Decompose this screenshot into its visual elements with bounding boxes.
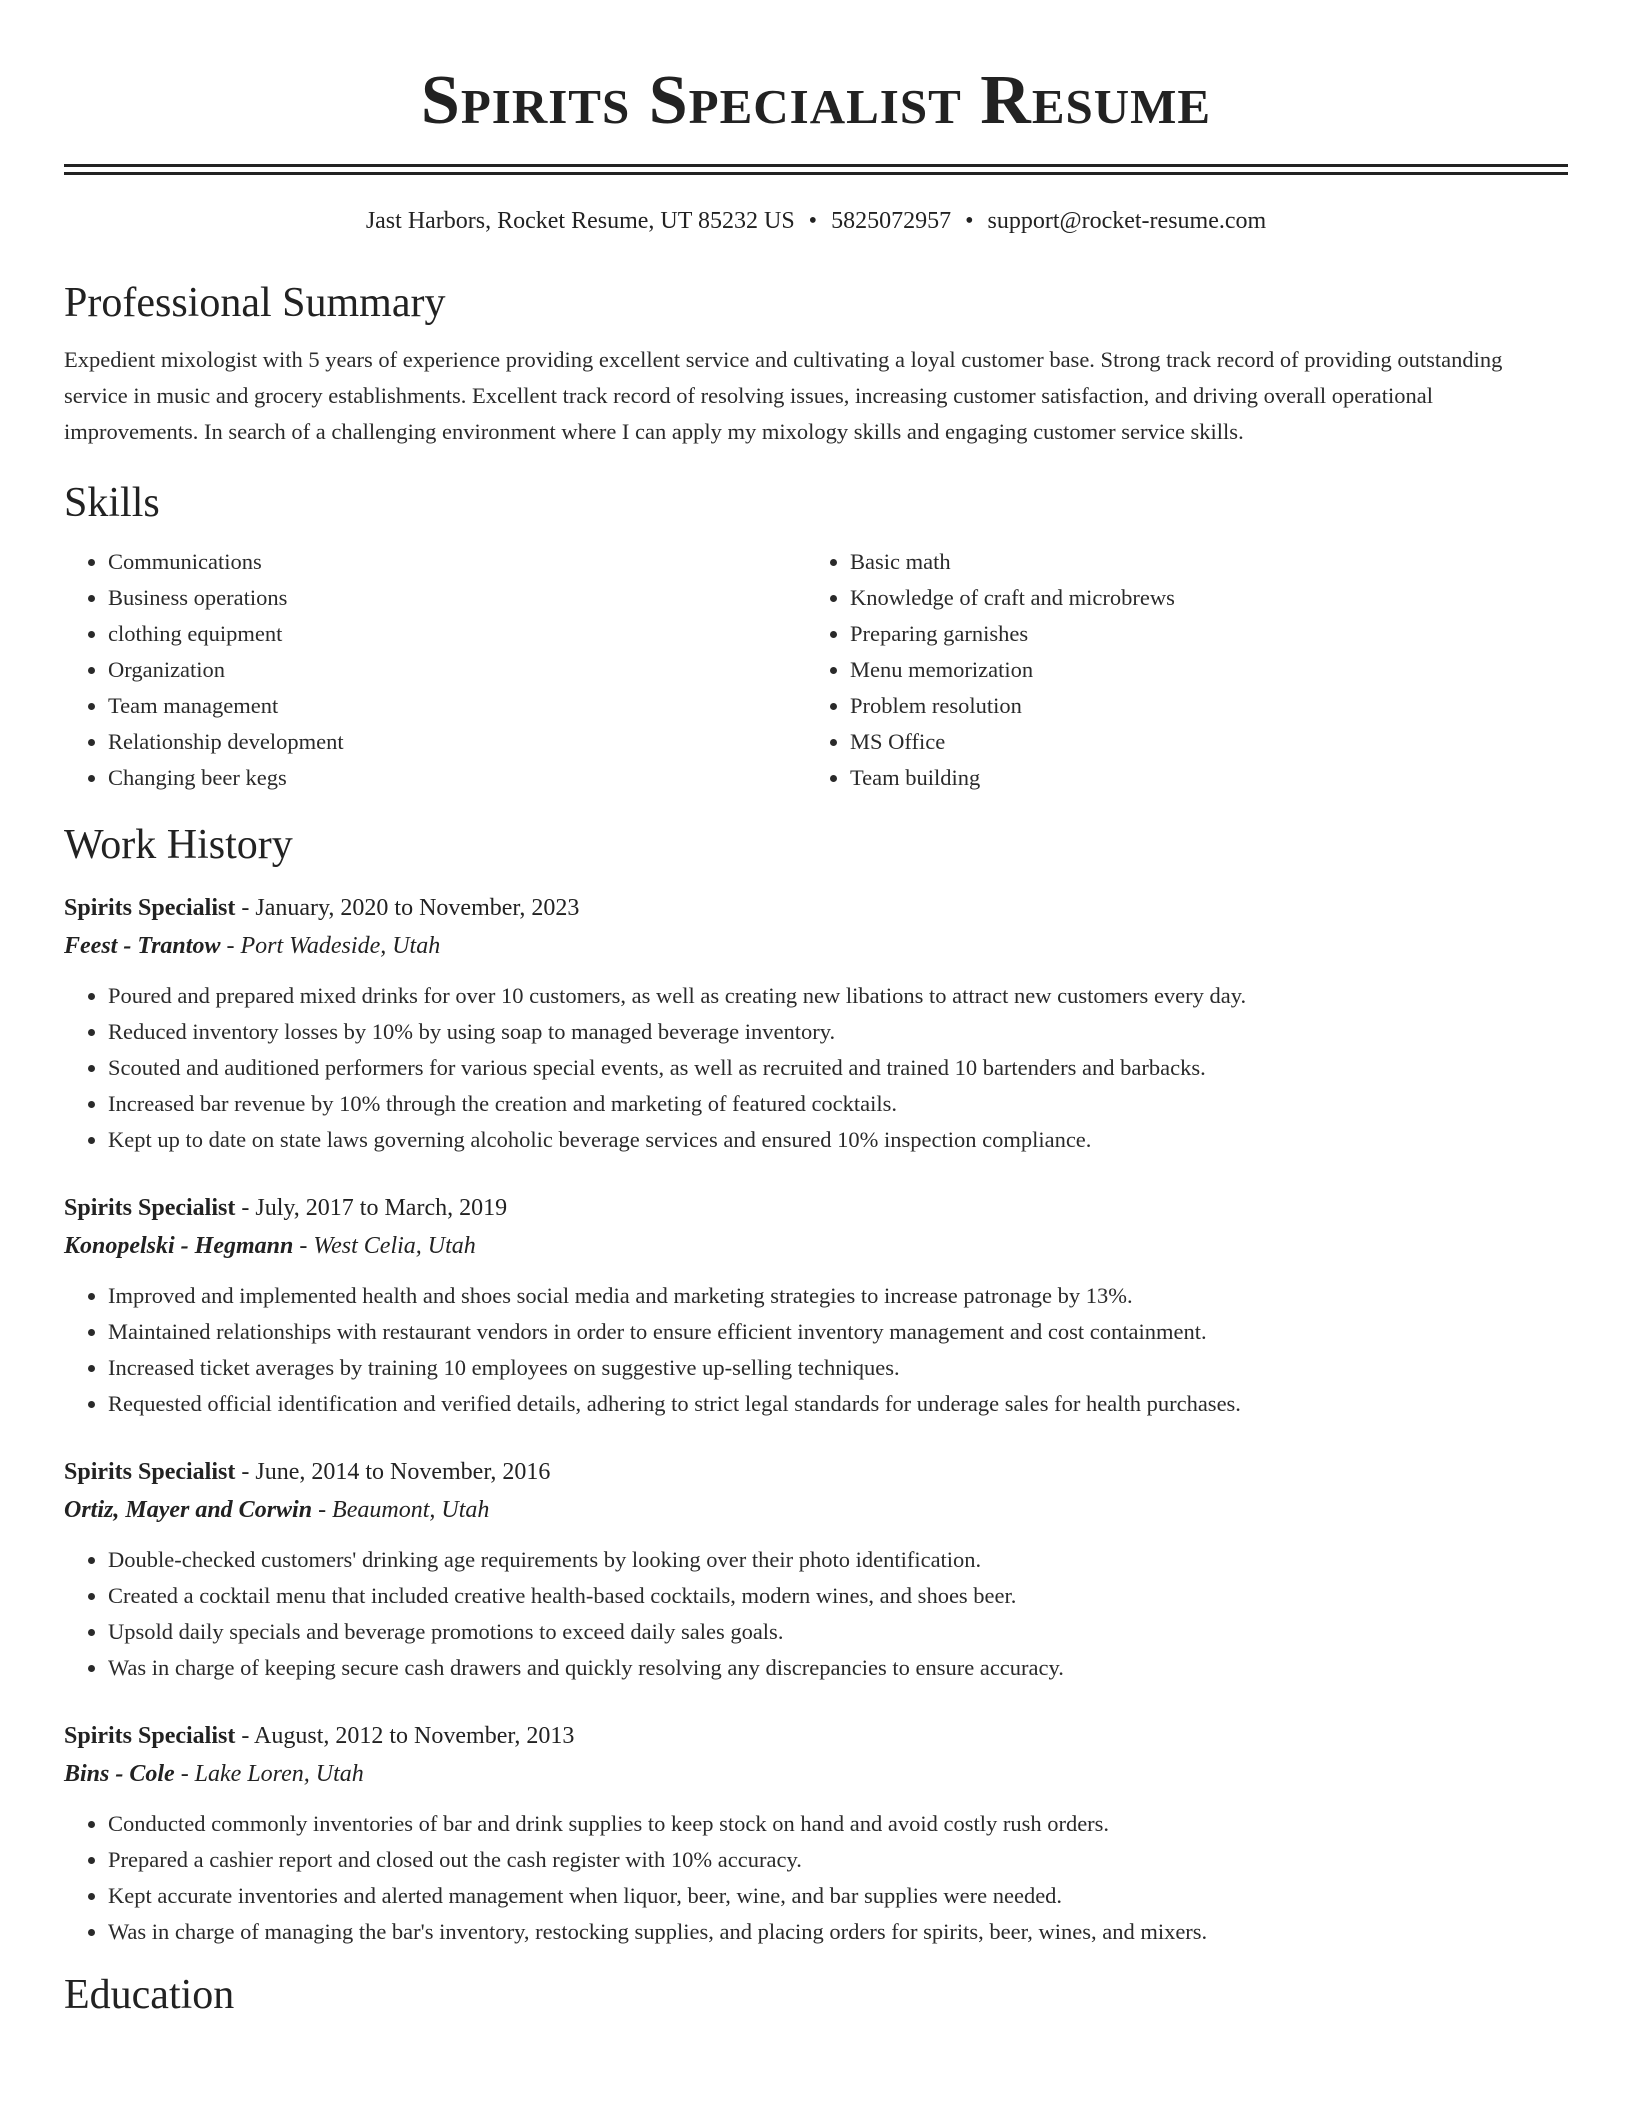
job-dates: - August, 2012 to November, 2013 <box>235 1723 575 1749</box>
job-location: - West Celia, Utah <box>293 1233 476 1259</box>
job-company-line <box>64 1226 1568 1266</box>
skill-item: • Team management <box>108 688 806 724</box>
skill-item: • Business operations <box>108 580 806 616</box>
summary-text: Expedient mixologist with 5 years of experience providing excellent service and cultivating a loyal customer base. Strong track record of providing outstanding service in music and grocery establishments. Excellent track record of resolving issues, increasing customer satisfaction, and driving overall operational improvements. In search of a challenging environment where I can apply my mixology skills and engaging customer service skills. <box>64 347 1503 444</box>
skill-item: • clothing equipment <box>108 616 806 652</box>
job-entry <box>64 1190 1568 1422</box>
job-company-line <box>64 926 1568 966</box>
job-role: Spirits Specialist <box>64 895 236 921</box>
contact-separator: • <box>965 208 974 234</box>
job-bullet: • Requested official identification and verified details, adhering to strict legal standards for underage sales for health purchases. <box>108 1386 1568 1422</box>
job-role: Spirits Specialist <box>64 1195 236 1221</box>
job-bullets <box>64 1278 1568 1422</box>
job-bullet: • Scouted and auditioned performers for various special events, as well as recruited and trained 10 bartenders and barbacks. <box>108 1050 1568 1086</box>
page-title: Spirits Specialist Resume <box>420 62 1212 139</box>
skill-item: • Preparing garnishes <box>850 616 1548 652</box>
job-bullet: • Improved and implemented health and shoes social media and marketing strategies to increase patronage by 13%. <box>108 1278 1568 1314</box>
contact-email[interactable]: support@rocket-resume.com <box>987 208 1267 234</box>
skills-column-left <box>64 544 806 796</box>
job-role: Spirits Specialist <box>64 1459 236 1485</box>
job-bullet: • Conducted commonly inventories of bar and drink supplies to keep stock on hand and avoid costly rush orders. <box>108 1806 1568 1842</box>
job-entry <box>64 1718 1568 1950</box>
job-bullet: • Kept accurate inventories and alerted management when liquor, beer, wine, and bar supplies were needed. <box>108 1878 1568 1914</box>
job-title-line <box>64 890 1568 926</box>
job-bullet: • Double-checked customers' drinking age requirements by looking over their photo identification. <box>108 1542 1568 1578</box>
job-title-line <box>64 1454 1568 1490</box>
skill-item: • Basic math <box>850 544 1548 580</box>
contact-phone[interactable]: 5825072957 <box>831 208 952 234</box>
skill-item: • Menu memorization <box>850 652 1548 688</box>
contact-address: Jast Harbors, Rocket Resume, UT 85232 US <box>365 208 795 234</box>
skill-item: • MS Office <box>850 724 1548 760</box>
skill-item: • Team building <box>850 760 1548 796</box>
skills-heading: Skills <box>64 480 160 526</box>
job-entry <box>64 1454 1568 1686</box>
job-company: Ortiz, Mayer and Corwin <box>64 1497 313 1523</box>
job-bullet: • Kept up to date on state laws governing alcoholic beverage services and ensured 10% inspection compliance. <box>108 1122 1568 1158</box>
job-company: Feest - Trantow <box>64 933 221 959</box>
skill-item: • Relationship development <box>108 724 806 760</box>
job-bullet: • Upsold daily specials and beverage promotions to exceed daily sales goals. <box>108 1614 1568 1650</box>
skill-item: • Problem resolution <box>850 688 1548 724</box>
title-double-rule <box>64 164 1568 175</box>
contact-line <box>64 206 1568 236</box>
skills-column-right <box>806 544 1548 796</box>
job-title-line <box>64 1718 1568 1754</box>
job-dates: - January, 2020 to November, 2023 <box>235 895 580 921</box>
job-bullet: • Poured and prepared mixed drinks for over 10 customers, as well as creating new libations to attract new customers every day. <box>108 978 1568 1014</box>
job-bullets <box>64 1806 1568 1950</box>
job-bullet: • Created a cocktail menu that included creative health-based cocktails, modern wines, and shoes beer. <box>108 1578 1568 1614</box>
skill-item: • Knowledge of craft and microbrews <box>850 580 1548 616</box>
job-dates: - June, 2014 to November, 2016 <box>235 1459 551 1485</box>
contact-separator: • <box>808 208 818 234</box>
skill-item: • Communications <box>108 544 806 580</box>
work-history-heading: Work History <box>64 822 293 868</box>
job-company: Bins - Cole <box>64 1761 175 1787</box>
job-bullet: • Reduced inventory losses by 10% by using soap to managed beverage inventory. <box>108 1014 1568 1050</box>
job-bullet: • Increased ticket averages by training 10 employees on suggestive up-selling techniques. <box>108 1350 1568 1386</box>
job-company-line <box>64 1754 1568 1794</box>
job-bullet: • Maintained relationships with restaurant vendors in order to ensure efficient inventory management and cost containment. <box>108 1314 1568 1350</box>
job-bullet: • Was in charge of keeping secure cash drawers and quickly resolving any discrepancies to ensure accuracy. <box>108 1650 1568 1686</box>
job-bullet: • Was in charge of managing the bar's inventory, restocking supplies, and placing orders for spirits, beer, wines, and mixers. <box>108 1914 1568 1950</box>
skill-item: • Organization <box>108 652 806 688</box>
job-bullet: • Prepared a cashier report and closed out the cash register with 10% accuracy. <box>108 1842 1568 1878</box>
education-heading: Education <box>64 1972 235 2018</box>
skill-item: • Changing beer kegs <box>108 760 806 796</box>
skills-list <box>64 544 1568 796</box>
summary-heading: Professional Summary <box>64 280 446 326</box>
job-title-line <box>64 1190 1568 1226</box>
job-bullet: • Increased bar revenue by 10% through the creation and marketing of featured cocktails. <box>108 1086 1568 1122</box>
job-company: Konopelski - Hegmann <box>64 1233 294 1259</box>
job-bullets <box>64 1542 1568 1686</box>
job-dates: - July, 2017 to March, 2019 <box>235 1195 508 1221</box>
job-company-line <box>64 1490 1568 1530</box>
job-bullets <box>64 978 1568 1158</box>
job-location: - Port Wadeside, Utah <box>220 933 441 959</box>
job-location: - Beaumont, Utah <box>312 1497 490 1523</box>
job-entry <box>64 890 1568 1158</box>
job-role: Spirits Specialist <box>64 1723 236 1749</box>
job-location: - Lake Loren, Utah <box>174 1761 364 1787</box>
